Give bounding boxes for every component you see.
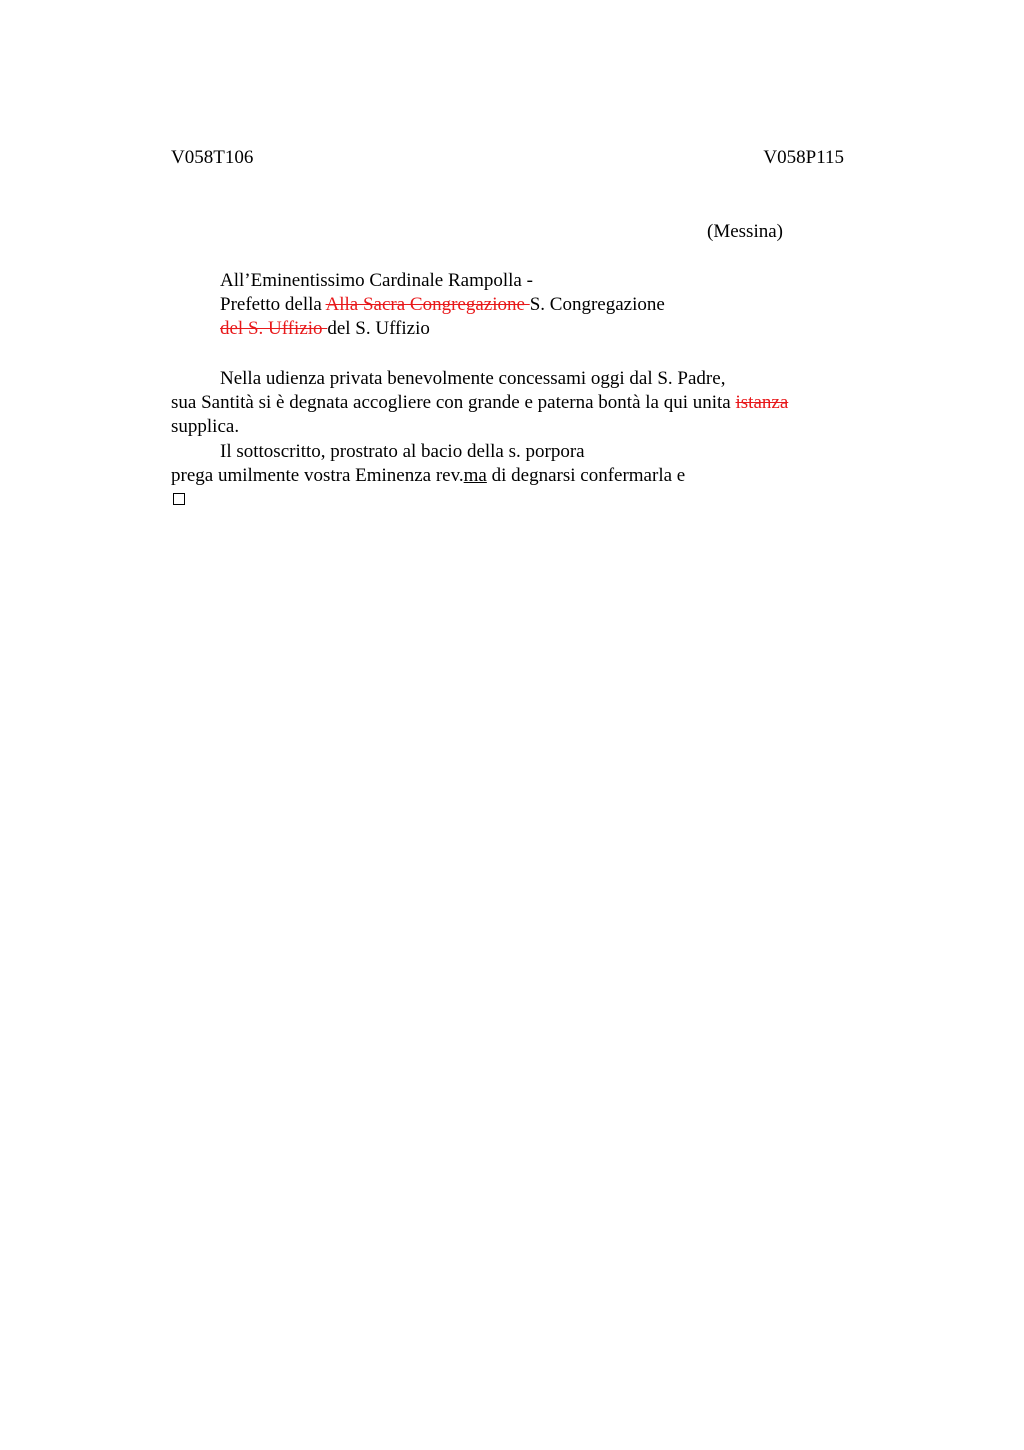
address-line-3-suffix: del S. Uffizio [327, 318, 430, 339]
address-line-1: All’Eminentissimo Cardinale Rampolla - [220, 270, 533, 291]
paragraph-2-line-2-after: di degnarsi confermarla e [486, 465, 686, 486]
address-line-2 [220, 293, 665, 317]
address-line-3 [220, 317, 430, 341]
deleted-text: del S. Uffizio [220, 318, 328, 339]
location-note: (Messina) [707, 221, 783, 242]
checkbox-glyph-icon [173, 493, 185, 505]
paragraph-2-line-2 [171, 464, 685, 488]
paragraph-2-line-1: Il sottoscritto, prostrato al bacio della s. porpora [220, 441, 585, 462]
header-left-code: V058T106 [171, 147, 254, 168]
paragraph-1-line-2 [171, 391, 788, 415]
header-right-code: V058P115 [763, 147, 844, 168]
address-line-2-suffix: S. Congregazione [529, 294, 665, 315]
underlined-abbreviation: ma [463, 465, 487, 486]
paragraph-1-line-3: supplica. [171, 416, 240, 437]
deleted-text: istanza [735, 392, 789, 413]
paragraph-1-line-2-main: sua Santità si è degnata accogliere con grande e paterna bontà la qui unita [171, 392, 736, 413]
address-line-2-prefix: Prefetto della [220, 294, 326, 315]
paragraph-1-line-1: Nella udienza privata benevolmente concessami oggi dal S. Padre, [220, 368, 726, 389]
deleted-text: Alla Sacra Congregazione [325, 294, 530, 315]
paragraph-2-line-2-before: prega umilmente vostra Eminenza rev. [171, 465, 464, 486]
